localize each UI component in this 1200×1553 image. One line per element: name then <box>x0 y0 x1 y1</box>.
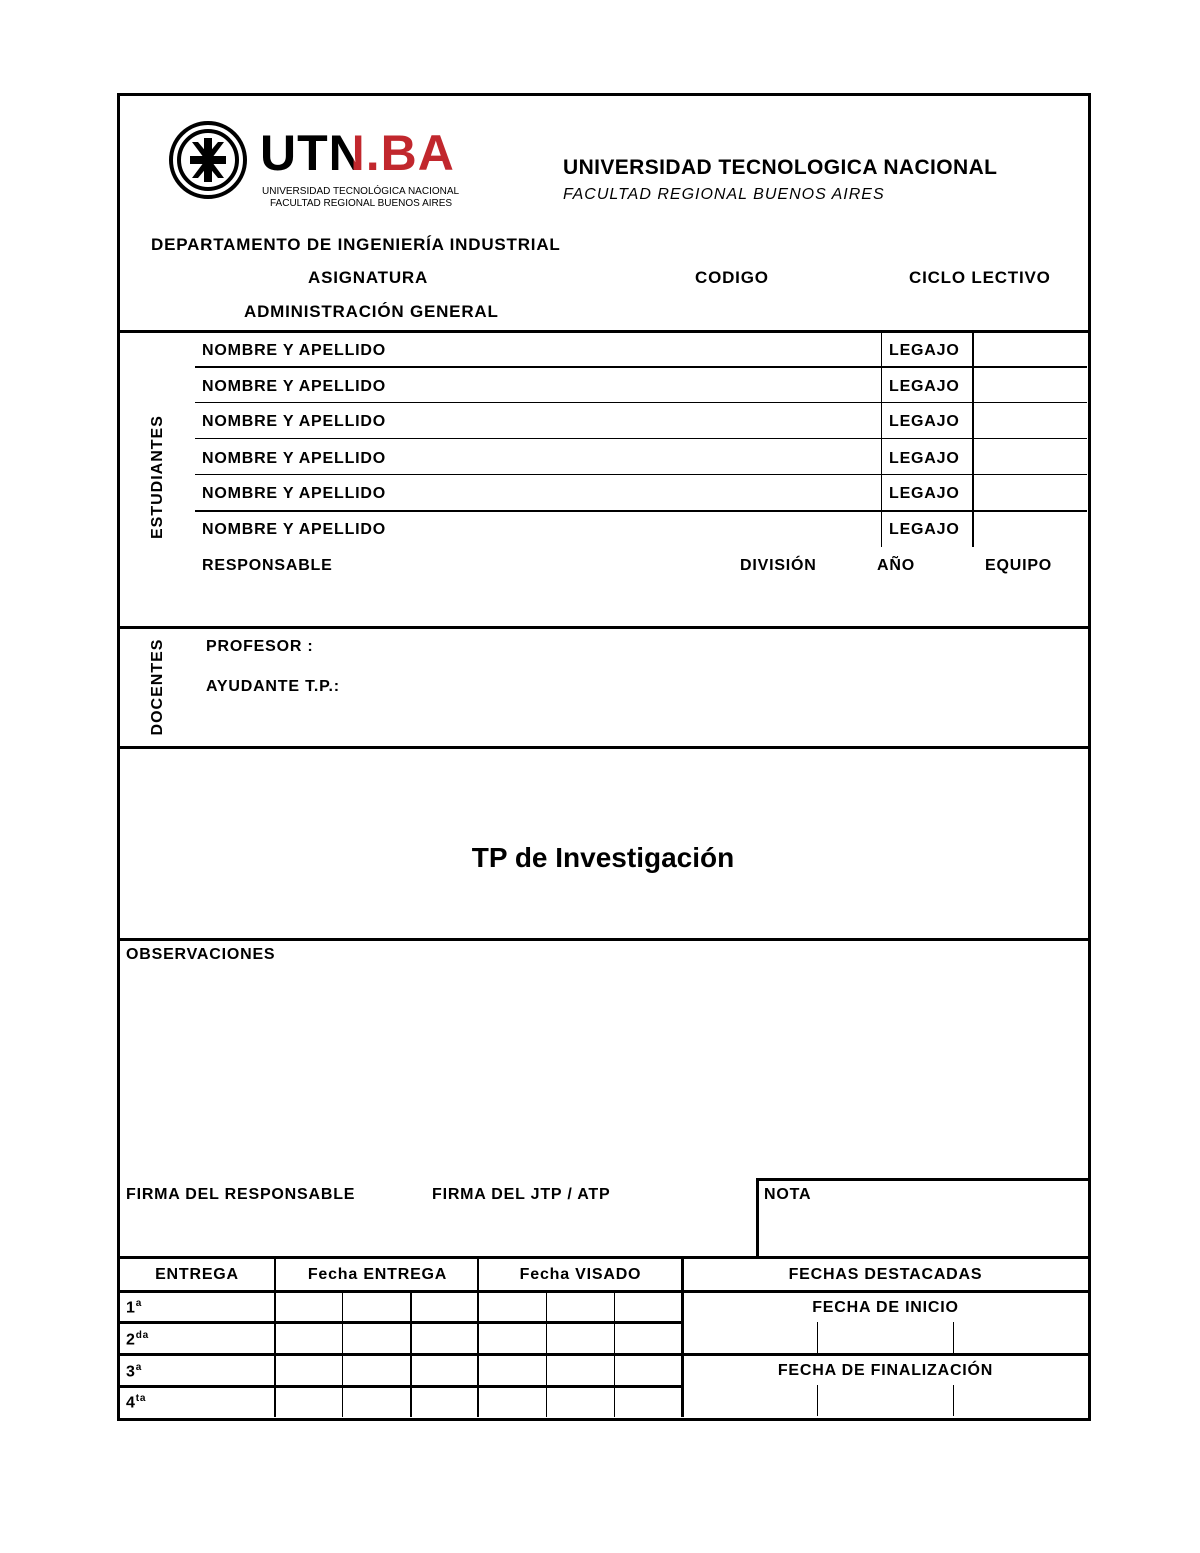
delivery-number: 1$^a$ <box>126 1298 143 1317</box>
date-divider <box>953 1322 954 1353</box>
date-divider <box>953 1385 954 1416</box>
logo-subtitle-2: FACULTAD REGIONAL BUENOS AIRES <box>270 198 453 209</box>
name-label: NOMBRE Y APELLIDO <box>202 521 386 538</box>
observaciones-label: OBSERVACIONES <box>126 946 276 963</box>
equipo-label: EQUIPO <box>985 557 1053 574</box>
legajo-label: LEGAJO <box>889 413 960 430</box>
delivery-row-line <box>118 1385 683 1388</box>
firma-jtp-label: FIRMA DEL JTP / ATP <box>432 1186 611 1203</box>
highlight-dates-line <box>683 1353 1088 1356</box>
row-line <box>195 474 1087 475</box>
title-divider <box>118 938 1088 941</box>
legajo-label: LEGAJO <box>889 378 960 395</box>
row-line <box>195 402 1087 403</box>
col-line <box>614 1292 615 1417</box>
delivery-row-line <box>118 1353 683 1356</box>
delivery-number: $4^{ta}$ <box>126 1393 147 1412</box>
profesor-label: PROFESOR : <box>206 638 314 655</box>
firma-responsable-label: FIRMA DEL RESPONSABLE <box>126 1186 356 1203</box>
division-label: DIVISIÓN <box>740 557 817 574</box>
students-section-label: ESTUDIANTES <box>149 415 166 539</box>
delivery-number: 3$^a$ <box>126 1362 143 1381</box>
date-divider <box>817 1385 818 1416</box>
legajo-label: LEGAJO <box>889 450 960 467</box>
ayudante-label: AYUDANTE T.P.: <box>206 678 340 695</box>
document-title: TP de Investigación <box>471 842 735 873</box>
utn-logo <box>168 120 468 212</box>
responsable-label: RESPONSABLE <box>202 557 333 574</box>
asignatura-label: ASIGNATURA <box>308 268 429 287</box>
legajo-label: LEGAJO <box>889 521 960 538</box>
fecha-inicio-label: FECHA DE INICIO <box>812 1299 959 1316</box>
col-line <box>342 1292 343 1417</box>
name-label: NOMBRE Y APELLIDO <box>202 378 386 395</box>
col-line <box>546 1292 547 1417</box>
delivery-number: $2^{da}$ <box>126 1330 149 1349</box>
name-label: NOMBRE Y APELLIDO <box>202 342 386 359</box>
utn-emblem-icon <box>168 120 248 200</box>
name-label: NOMBRE Y APELLIDO <box>202 413 386 430</box>
teachers-section-label: DOCENTES <box>149 638 166 736</box>
name-label: NOMBRE Y APELLIDO <box>202 485 386 502</box>
legajo-label: LEGAJO <box>889 485 960 502</box>
asignatura-value: ADMINISTRACIÓN GENERAL <box>244 302 499 321</box>
legajo-divider <box>881 331 882 547</box>
fecha-entrega-header: Fecha ENTREGA <box>307 1266 448 1283</box>
delivery-row-line <box>118 1321 683 1324</box>
ciclo-lectivo-label: CICLO LECTIVO <box>909 268 1051 287</box>
delivery-header-line <box>118 1290 1088 1293</box>
university-name: UNIVERSIDAD TECNOLOGICA NACIONAL <box>563 156 998 179</box>
codigo-label: CODIGO <box>695 268 769 287</box>
teachers-divider <box>118 746 1088 749</box>
fecha-fin-label: FECHA DE FINALIZACIÓN <box>777 1362 994 1379</box>
row-line <box>195 438 1087 439</box>
logo-wordmark: UTN.BA <box>260 125 455 181</box>
students-divider <box>118 626 1088 629</box>
legajo-value-divider <box>972 331 974 547</box>
row-line <box>973 510 1087 512</box>
nota-label: NOTA <box>764 1186 812 1203</box>
date-divider <box>817 1322 818 1353</box>
col-line <box>274 1257 276 1417</box>
name-label: NOMBRE Y APELLIDO <box>202 450 386 467</box>
header-divider <box>118 330 1088 333</box>
col-line <box>681 1257 684 1417</box>
department-label: DEPARTAMENTO DE INGENIERÍA INDUSTRIAL <box>151 235 561 254</box>
legajo-label: LEGAJO <box>889 342 960 359</box>
row-line <box>195 510 1087 512</box>
entrega-header: ENTREGA <box>155 1266 239 1283</box>
row-line <box>195 366 1087 368</box>
fecha-visado-header: Fecha VISADO <box>519 1266 642 1283</box>
faculty-name: FACULTAD REGIONAL BUENOS AIRES <box>563 186 885 203</box>
anio-label: AÑO <box>877 557 915 574</box>
col-line <box>410 1292 412 1417</box>
signatures-divider <box>118 1256 1088 1259</box>
fechas-destacadas-header: FECHAS DESTACADAS <box>788 1266 983 1283</box>
logo-subtitle-1: UNIVERSIDAD TECNOLÓGICA NACIONAL <box>262 186 460 197</box>
col-line <box>477 1257 479 1417</box>
